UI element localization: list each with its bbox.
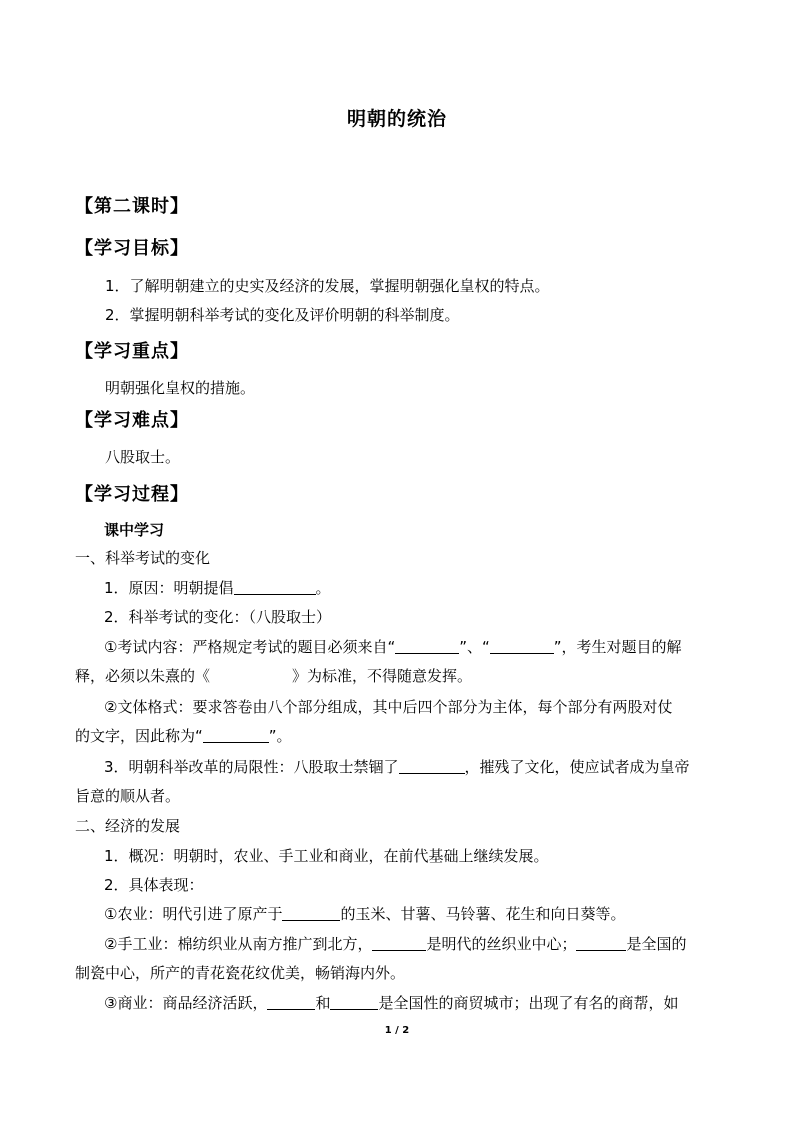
- s2-agri-line: [104, 903, 625, 924]
- s1-content-text-e: 》为标准，不得随意发挥。: [292, 667, 473, 685]
- goal-item-1: 1．了解明朝建立的史实及经济的发展，掌握明朝强化皇权的特点。: [105, 277, 550, 295]
- blank-6: [282, 906, 340, 921]
- s1-format-text-b: 的文字，因此称为“: [75, 727, 203, 745]
- s2-trade-text-c: 是全国性的商贸城市；出现了有名的商帮，如: [378, 994, 679, 1012]
- blank-9: [267, 995, 315, 1010]
- s2-agri-text-a: ①农业：明代引进了原产于: [104, 905, 283, 923]
- s1-reason-text: 1．原因：明朝提倡: [104, 579, 234, 597]
- blank-3: [490, 639, 554, 654]
- s1-limit-line: [104, 756, 690, 777]
- s1-content-line: [104, 636, 682, 657]
- s1-reason-line: [104, 577, 331, 598]
- difficulty-text: 八股取士。: [105, 448, 181, 466]
- s2-trade-text-b: 和: [315, 994, 331, 1012]
- s1-format-line-2: [75, 725, 292, 746]
- s1-change-line: 2．科举考试的变化：（八股取士）: [104, 608, 332, 626]
- s1-content-text-b: ”、“: [459, 638, 490, 656]
- s2-craft-text-c: 是全国的: [626, 935, 687, 953]
- s1-limit-line-2: 旨意的顺从者。: [75, 787, 181, 805]
- blank-1: [234, 580, 316, 595]
- page-title: 明朝的统治: [346, 108, 447, 130]
- lesson-heading: 【第二课时】: [75, 196, 189, 217]
- sub-heading: 课中学习: [104, 521, 165, 539]
- section-2-title: 二、经济的发展: [75, 817, 181, 835]
- goal-item-2: 2．掌握明朝科举考试的变化及评价明朝的科举制度。: [105, 306, 460, 324]
- s1-content-text-a: ①考试内容：严格规定考试的题目必须来自“: [104, 638, 396, 656]
- s2-detail-line: 2．具体表现：: [104, 876, 204, 894]
- blank-7: [372, 936, 426, 951]
- blank-8: [576, 936, 626, 951]
- page-number: 1 / 2: [384, 1025, 410, 1036]
- key-text: 明朝强化皇权的措施。: [105, 379, 256, 397]
- blank-5: [399, 759, 465, 774]
- s1-limit-text-a: 3．明朝科举改革的局限性：八股取士禁锢了: [104, 758, 399, 776]
- s1-content-text-c: ”，考生对题目的解: [553, 638, 682, 656]
- s1-content-text-d: 释，必须以朱熹的《: [75, 667, 211, 685]
- difficulty-heading: 【学习难点】: [75, 410, 189, 431]
- blank-10: [330, 995, 378, 1010]
- s1-limit-text-b: ，摧残了文化，使应试者成为皇帝: [464, 758, 690, 776]
- s1-format-line: ②文体格式：要求答卷由八个部分组成，其中后四个部分为主体，每个部分有两股对仗: [104, 698, 673, 716]
- process-heading: 【学习过程】: [75, 484, 189, 505]
- s1-content-line-2: [75, 665, 472, 686]
- key-heading: 【学习重点】: [75, 341, 189, 362]
- s2-craft-line-2: 制瓷中心，所产的青花瓷花纹优美，畅销海内外。: [75, 964, 406, 982]
- s1-format-text-c: ”。: [268, 727, 292, 745]
- s2-overview-line: 1．概况：明朝时，农业、手工业和商业，在前代基础上继续发展。: [104, 847, 549, 865]
- s2-agri-text-b: 的玉米、甘薯、马铃薯、花生和向日葵等。: [340, 905, 626, 923]
- s1-reason-end: 。: [315, 579, 331, 597]
- s2-craft-line: [104, 933, 686, 954]
- goals-heading: 【学习目标】: [75, 238, 189, 259]
- section-1-title: 一、科举考试的变化: [75, 549, 211, 567]
- s2-craft-text-b: 是明代的丝织业中心；: [426, 935, 577, 953]
- s2-trade-text-a: ③商业：商品经济活跃，: [104, 994, 268, 1012]
- blank-4: [203, 728, 269, 743]
- s2-trade-line: [104, 992, 678, 1013]
- s2-craft-text-a: ②手工业：棉纺织业从南方推广到北方，: [104, 935, 373, 953]
- blank-2: [395, 639, 459, 654]
